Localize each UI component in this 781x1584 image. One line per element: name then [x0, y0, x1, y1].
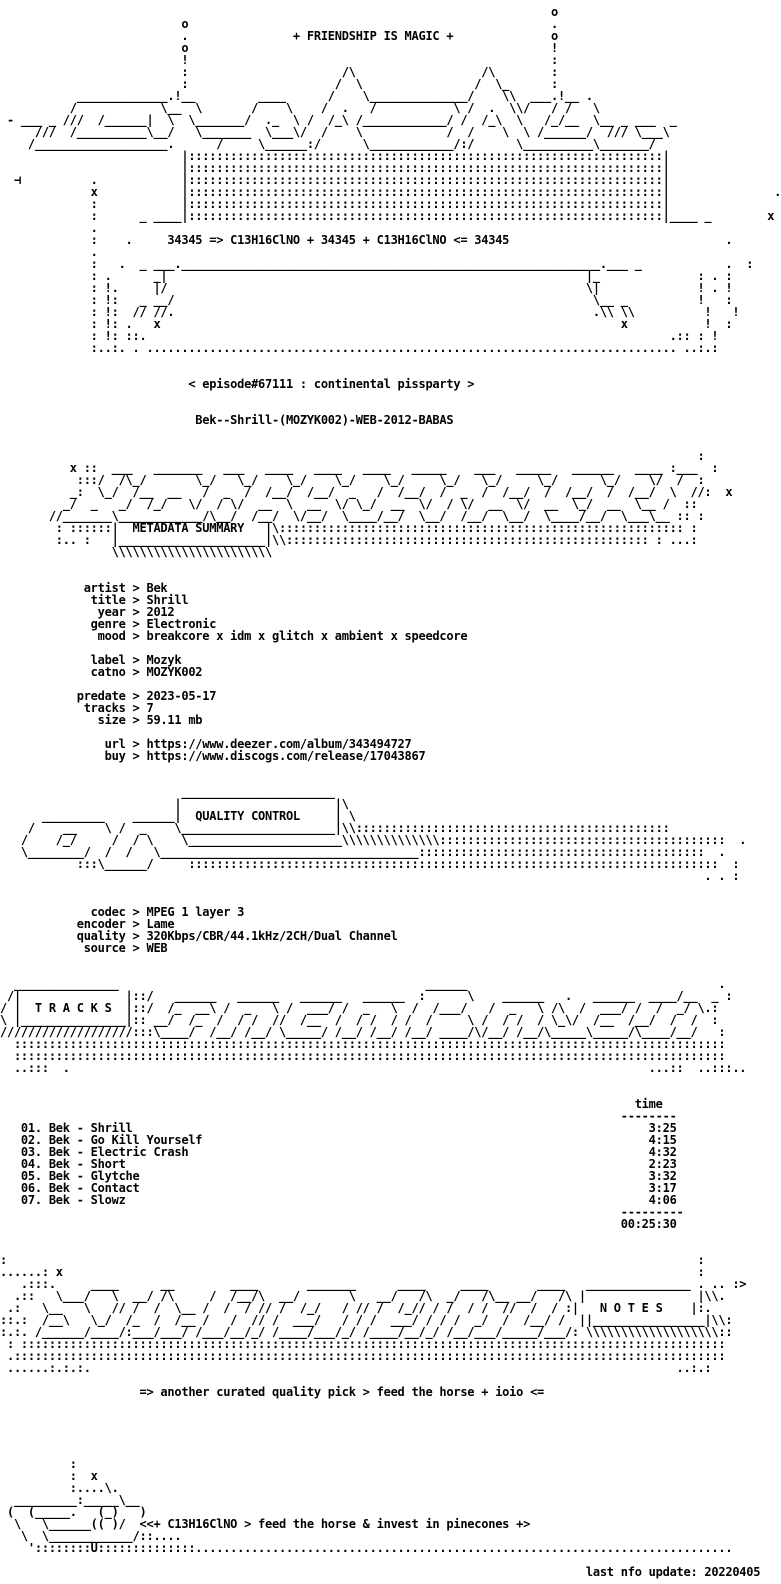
nfo-document: o o . . + FRIENDSHIP IS MAGIC + o o ! ! : : /\ /\ : : / \ / \_ : _____________.!__ ____ / \______________/ \\ ___.!__ . / \__ \ / \ / . / \ / . \\/ / / \ - ___ _ /// /______| \ \_______/ ._ \ / /_\ /____________/ / /_\ \ /_/__ \__ _ ___ _ /// /__________\__/ \_______ \___\/ / \ / / \ \ /______/ /// \___\ /___________________. / \______:/ \____________/:/ \__________\_______/ |::::::::::::::::::::::::::::::::::::::::::::::::::::::::::::::::::::| |::::::::::::::::::::::::::::::::::::::::::::::::::::::::::::::::::::| ⊣ . |::::::::::::::::::::::::::::::::::::::::::::::::::::::::::::::::::::| x |::::::::::::::::::::::::::::::::::::::::::::::::::::::::::::::::::::| . : |::::::::::::::::::::::::::::::::::::::::::::::::::::::::::::::::::::| : _ ____|::::::::::::::::::::::::::::::::::::::::::::::::::::::::::::::::::::|____ _ x . : . 34345 => C13H16ClNO + 34345 + C13H16ClNO <= 34345 . . : . _ ___.____________________________________________________________.___ _ . : : . _| |_ : . : : !. |/ \| ! . ! : !: _ __/ \__ _ ! : : !: // //. .\\ \\ ! ! : !: . x x ! : : !: ::. .:: : ! :..:. . ............................................................................ ..:.: < episode#67111 : continental pissparty > Bek--Shrill-(MOZYK002)-WEB-2012-BABAS : x :: ___ _______ ___ ____ ____ ____ _____ ___ _____ ______ ____ :___ : :::/ /\_/ \_/ \_/ \_/ \_/ \_/ \_/ \_/ \_/ \_/ \/ / : _: \_/ /__ __ / _ / /__/ /__/ _ / /__/ / _ / /__/ / /__/ / /__/ \ //: x _/ _ _/ /_/ \/ / \/ __ \ __ \/ \_/ __ \/ / \/ __ \/ __ \_/ __ \__ / :: //_______\____________/\__/ /__/ \/__/ \____/__/ \__/ /__/ \__/ \____/__/ \___\__ :: : : ::::::| METADATA SUMMARY |\:::::::::::::::::::::::::::::::::::::::::::::::::::::::::: : :.. : |_____________________|\\:::::::::::::::::::::::::::::::::::::::::::::::::::: : ...: \\\\\\\\\\\\\\\\\\\\\\\ artist > Bek title > Shrill year > 2012 genre > Electronic mood > breakcore x idm x glitch x ambient x speedcore label > Mozyk catno > MOZYK002 predate > 2023-05-17 tracks > 7 size > 59.11 mb url > https://www.deezer.com/album/343494727 buy > https://www.discogs.com/release/17043867 ______________________ | |\ _________ ______| QUALITY CONTROL | \ / __ \ / _ \______________________|\\::::::::::::::::::::::::::::::::::::::::::::: / /_/ / / \ \______________________\\\\\\\\\\\\\\::::::::::::::::::::::::::::::::::::::::: . \________/ / / \_____________________________________::::::::::::::::::::::::::::::::::::::::: . :::\______/ :::::::::::::::::::::::::::::::::::::::::::::::::::::::::::::::::::::::::::: : . . : codec > MPEG 1 layer 3 encoder > Lame quality > 320Kbps/CBR/44.1kHz/2CH/Dual Channel source > WEB _______________ ______ . /| |::/ ______ ______ ______ ______ : \ ______ . ______ ____/__ _ : / | T R A C K S |::/ /_ __\ / _ \ / ___/ / _ \ / /___/ / _ \ /\ / ___/ / / _/ \.: \ |_______________|:: __/ /_ / / / // /__ / / / / / / \ / / / / \_\/ /__ /__/ / / : ///////////////////:::\____/ /__/ /__/ \_____/ /__/ /__/ /__/ ____/\/__/ /__/\_____\_____/\____/__/ : :::::::::::::::::::::::::::::::::::::::::::::::::::::::::::::::::::::::::::::::::::::::::::::::::::::: :::::::::::::::::::::::::::::::::::::::::::::::::::::::::::::::::::::::::::::::::::::::::::::::::::::: ..::: . ...:: ..:::.. time -------- 01. Bek - Shrill 3:25 02. Bek - Go Kill Yourself 4:15 03. Bek - Electric Crash 4:32 04. Bek - Short 2:23 05. Bek - Glytche 3:32 06. Bek - Contact 3:17 07. Bek - Slowz 4:06 --------- 00:25:30 : : ......: x : .:::. ____ __ ____ _______ ____ ____ ____ _______________ . .. :> .:: \___/ \ __/ /\ / /__/\ __/ \ __/ /\ _/ /\__ __/ /\ | |\\. .: \__ \ // / / \__ / / / // / /_/ / // / /_// / / / / // / / :| N O T E S |:. ::.: /__\ \_/ /_ / /__ / / // / ___/ / / / ___/ / / / _/ / /__/ / ||________________|\\: :.:. /______/____/:___/___/ /___/__/_/ /____/___/_/ /____/__/_/ /__/___/_____/___/: \\\\\\\\\\\\\\\\\\\:: : ::::::::::::::::::::::::::::::::::::::::::::::::::::::::::::::::::::::::::::::::::::::::::::::::::::: .:::::::::::::::::::::::::::::::::::::::::::::::::::::::::::::::::::::::::::::::::::::::::::::::::::::: ......:.:.:. ..:.: => another curated quality pick > feed the horse + ioio <= : : x :....\. _________:_____\__ ( (_____. (_) ) \ \______(( )/ <<+ C13H16ClNO > feed the horse & invest in pinecones +> \ \____________/::.... '::::::::U::::::::::::::............................................................................. last nfo update: 20220405	[0, 5, 781, 1579]
